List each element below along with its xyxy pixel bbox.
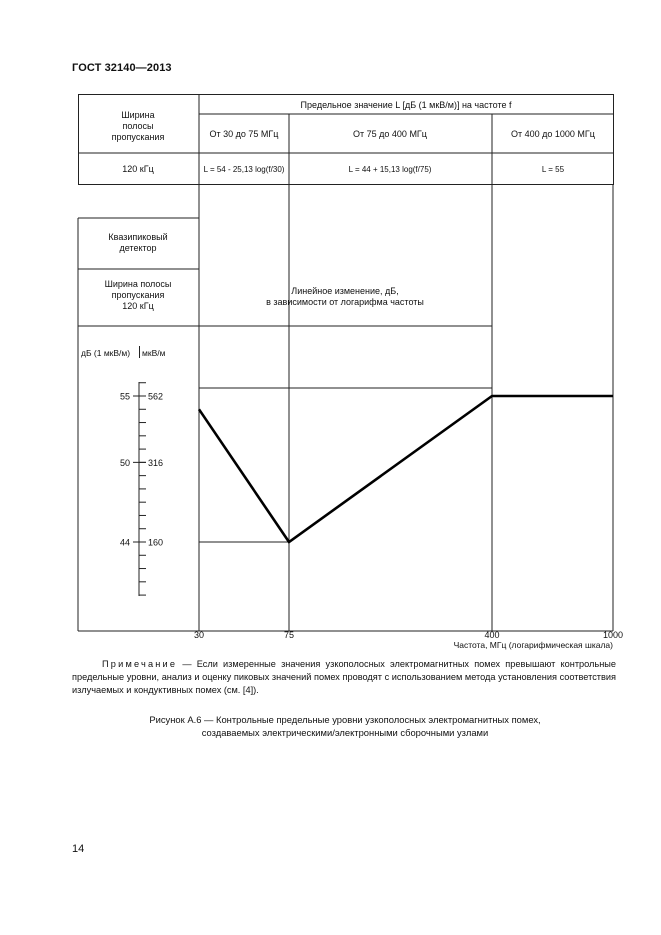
formula-1: L = 54 - 25,13 log(f/30) <box>203 165 285 174</box>
table-col1-header-line3: пропускания <box>111 132 165 142</box>
formula-3: L = 55 <box>541 165 565 174</box>
y-axis-title-uv: мкВ/м <box>142 348 166 358</box>
band-label-2: От 75 до 400 МГц <box>353 129 427 139</box>
bandwidth-label-line3: 120 кГц <box>122 301 154 311</box>
page-number: 14 <box>72 843 85 855</box>
y-tick-label-uv-562: 562 <box>148 391 164 402</box>
x-tick-label-30: 30 <box>193 630 205 640</box>
y-axis-title-db: дБ (1 мкВ/м) <box>81 348 131 358</box>
note-paragraph <box>72 658 616 697</box>
bandwidth-label-line2: пропускания <box>111 290 165 300</box>
caption-line1: Рисунок А.6 — Контрольные предельные уровни узкополосных электромагнитных помех, <box>149 714 541 725</box>
band-label-3: От 400 до 1000 МГц <box>511 129 595 139</box>
x-tick-label-75: 75 <box>283 630 295 640</box>
y-tick-label-uv-316: 316 <box>148 457 164 468</box>
y-tick-label-db-55: 55 <box>119 391 130 402</box>
figure-caption <box>100 713 590 739</box>
table-col1-header-line2: полосы <box>122 121 154 131</box>
bandwidth-label-line1: Ширина полосы <box>104 279 172 289</box>
mid-label-line1: Линейное изменение, дБ, <box>291 286 399 296</box>
y-tick-label-db-44: 44 <box>119 537 130 548</box>
x-tick-label-1000: 1000 <box>602 630 624 640</box>
note-label: Примечание <box>102 659 178 669</box>
y-tick-label-db-50: 50 <box>119 457 130 468</box>
detector-label-line1: Квазипиковый <box>108 232 168 242</box>
band-label-1: От 30 до 75 МГц <box>209 129 279 139</box>
table-row-label: 120 кГц <box>122 164 154 174</box>
formula-2: L = 44 + 15,13 log(f/75) <box>348 165 432 174</box>
table-col1-header-line1: Ширина <box>121 110 155 120</box>
y-tick-group <box>120 383 163 595</box>
mid-label-line2: в зависимости от логарифма частоты <box>266 297 424 307</box>
x-axis-label: Частота, МГц (логарифмическая шкала) <box>453 640 613 650</box>
table-top-header: Предельное значение L [дБ (1 мкВ/м)] на частоте f <box>300 100 512 110</box>
limit-series-line <box>199 396 613 542</box>
figure-frame <box>78 94 614 631</box>
note-text: — Если измеренные значения узкополосных электромагнитных помех превышают контрольные предельные уровни, анализ и оценку пиковых значений помех проводят с использованием метода установления соответствия излучаемых и кондуктивных помех (см. [4]). <box>72 659 616 695</box>
caption-line2: создаваемых электрическими/электронными сборочными узлами <box>201 727 489 738</box>
y-tick-label-uv-160: 160 <box>148 537 164 548</box>
detector-label-line2: детектор <box>119 243 157 253</box>
x-tick-label-400: 400 <box>484 630 500 640</box>
document-header: ГОСТ 32140—2013 <box>72 62 172 74</box>
